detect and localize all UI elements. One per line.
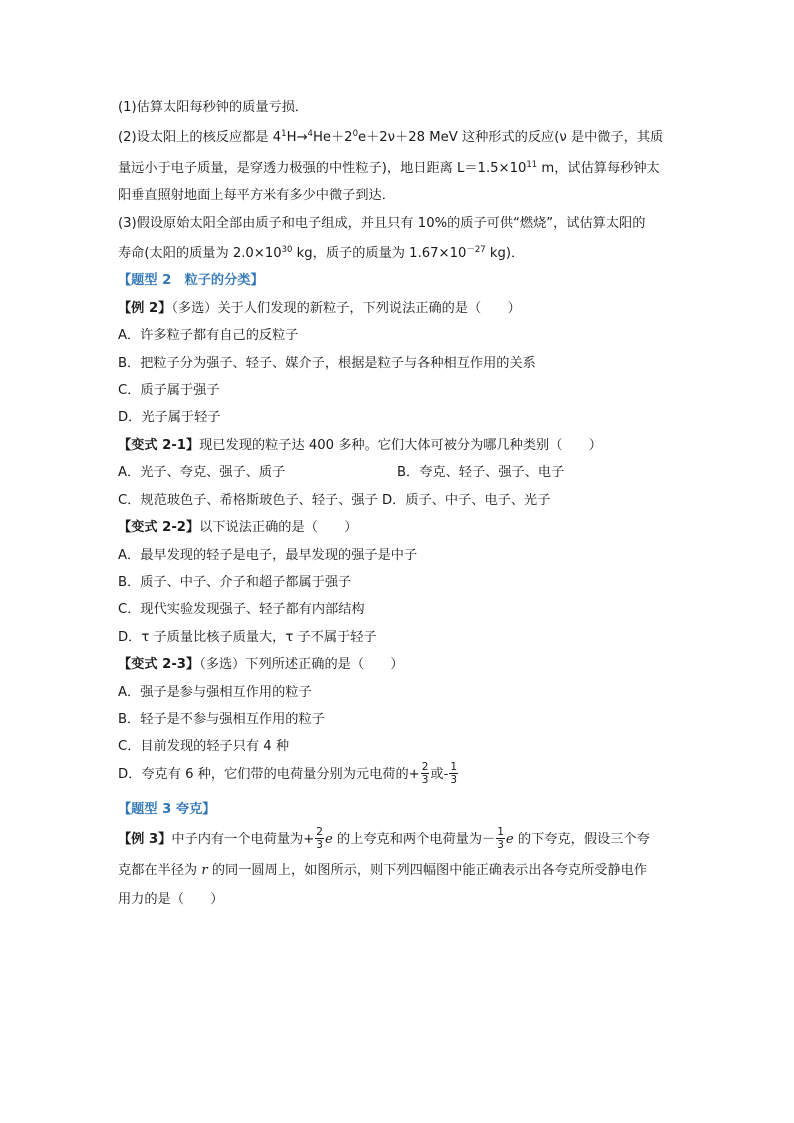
superscript: 1 — [281, 129, 287, 140]
options-row-ab — [118, 459, 678, 486]
option-a: A．光子、夸克、强子、质子 — [118, 465, 286, 481]
option-a: A．强子是参与强相互作用的粒子 — [118, 684, 312, 700]
text-span: 的上夸克和两个电荷量为－ — [332, 831, 496, 847]
example-label: 【例 2】 — [118, 300, 172, 316]
fraction — [496, 826, 505, 851]
text-span: 的同一圆周上，如图所示，则下列四幅图中能正确表示出各夸克所受静电作 — [207, 862, 648, 878]
option-b: B．夸克、轻子、强子、电子 — [397, 465, 565, 481]
option-a: A．许多粒子都有自己的反粒子 — [118, 328, 299, 344]
variant-2-1-stem — [118, 432, 678, 459]
variant-2-3-stem — [118, 651, 678, 678]
option-c: C．质子属于强子 — [118, 383, 220, 399]
question-part-1 — [118, 94, 678, 121]
numerator: 1 — [497, 826, 504, 839]
text-span: (2)设太阳上的核反应都是 4 — [118, 130, 282, 146]
option-b: B．轻子是不参与强相互作用的粒子 — [118, 711, 325, 727]
option-d — [118, 761, 678, 788]
stem-text: 以下说法正确的是（ ） — [199, 520, 358, 536]
text-span: kg，质子的质量为 1.67×10 — [292, 246, 467, 262]
denominator: 3 — [316, 839, 323, 852]
stem-text: 现已发现的粒子达 400 多种。它们大体可被分为哪几种类别（ ） — [199, 437, 602, 453]
section-3-heading: 【题型 3 夸克】 — [118, 802, 216, 818]
text-span: 的下夸克，假设三个夸 — [513, 831, 650, 847]
fraction — [315, 826, 324, 851]
option-c: C．目前发现的轻子只有 4 种 — [118, 739, 290, 755]
option-b: B．质子、中子、介子和超子都属于强子 — [118, 574, 352, 590]
charge-symbol: e — [505, 831, 514, 847]
example-3-line-3: 用力的是（ ） — [118, 891, 224, 907]
example-2-stem — [118, 295, 678, 322]
text-span: 寿命(太阳的质量为 2.0×10 — [118, 246, 282, 262]
superscript: 4 — [307, 129, 313, 140]
option-d: D．τ 子质量比核子质量大，τ 子不属于轻子 — [118, 629, 377, 645]
option-c: C．规范玻色子、希格斯玻色子、轻子、强子 — [118, 492, 378, 508]
variant-2-2-stem — [118, 514, 678, 541]
question-part-2-line-1 — [118, 121, 678, 151]
option-d: D．质子、中子、电子、光子 — [381, 492, 551, 508]
option-b: B．把粒子分为强子、轻子、媒介子，根据是粒子与各种相互作用的关系 — [118, 355, 536, 371]
text-span: 或- — [430, 766, 449, 782]
option-d: D．光子属于轻子 — [118, 410, 221, 426]
example-3-line-1 — [118, 824, 678, 856]
option-a: A．最早发现的轻子是电子，最早发现的强子是中子 — [118, 547, 418, 563]
option-c: C．现代实验发现强子、轻子都有内部结构 — [118, 602, 365, 618]
text-span: He＋2 — [312, 130, 353, 146]
variant-label: 【变式 2-2】 — [118, 520, 200, 536]
fraction — [449, 761, 458, 786]
text-span: e＋2ν＋28 MeV 这种形式的反应(ν 是中微子，其质 — [357, 130, 664, 146]
denominator: 3 — [450, 774, 458, 787]
text-span: m，试估算每秒钟太 — [537, 160, 660, 176]
text-span: 克都在半径为 — [118, 862, 202, 878]
numerator: 1 — [450, 761, 458, 774]
question-part-3-line-1 — [118, 210, 678, 237]
content-area — [118, 94, 678, 914]
example-3-line-2 — [118, 856, 678, 885]
charge-symbol: e — [324, 831, 333, 847]
question-part-2-line-3 — [118, 182, 678, 209]
radius-symbol: r — [201, 862, 208, 878]
stem-text: （多选）关于人们发现的新粒子，下列说法正确的是（ ） — [171, 300, 521, 316]
text-span: 量远小于电子质量，是穿透力极强的中性粒子)，地日距离 L＝1.5×10 — [118, 160, 527, 176]
section-2-heading: 【题型 2 粒子的分类】 — [118, 273, 264, 289]
question-part-3-line-2 — [118, 237, 678, 267]
fraction — [421, 761, 430, 786]
text-span: 中子内有一个电荷量为+ — [171, 831, 315, 847]
numerator: 2 — [421, 761, 429, 774]
numerator: 2 — [316, 826, 323, 839]
text-span: 阳垂直照射地面上每平方米有多少中微子到达． — [118, 188, 395, 204]
question-part-2-line-2 — [118, 152, 678, 182]
denominator: 3 — [421, 774, 429, 787]
text-span: D．夸克有 6 种，它们带的电荷量分别为元电荷的+ — [118, 766, 420, 782]
variant-label: 【变式 2-1】 — [118, 437, 200, 453]
superscript: 11 — [526, 159, 538, 170]
superscript: －27 — [466, 245, 486, 256]
denominator: 3 — [497, 839, 504, 852]
part-1-text: (1)估算太阳每秒钟的质量亏损． — [118, 100, 309, 115]
example-label: 【例 3】 — [118, 831, 172, 847]
superscript: 30 — [281, 245, 293, 256]
stem-text: （多选）下列所述正确的是（ ） — [199, 657, 404, 673]
options-row-cd — [118, 487, 678, 514]
text-span: (3)假设原始太阳全部由质子和电子组成，并且只有 10%的质子可供“燃烧”，试估算太阳的 — [118, 215, 646, 231]
variant-label: 【变式 2-3】 — [118, 657, 200, 673]
superscript: 0 — [352, 129, 358, 140]
text-span: H→ — [286, 130, 308, 146]
text-span: kg)． — [485, 246, 525, 262]
